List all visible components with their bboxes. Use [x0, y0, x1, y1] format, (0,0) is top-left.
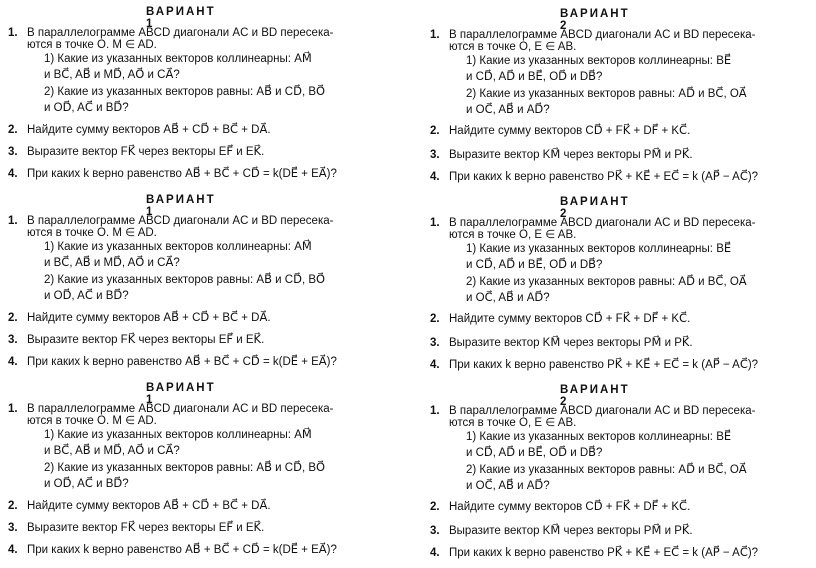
q2-number: 2.	[8, 124, 18, 136]
q1-number: 1.	[430, 217, 440, 229]
q2-text: Найдите сумму векторов AB⃗ + CD⃗ + BC⃗ + DA⃗.	[27, 124, 271, 136]
q4-text: При каких k верно равенство PK⃗ + KE⃗ + EC⃗ = k (AP⃗ − AC⃗)?	[449, 171, 759, 183]
q1-number: 1.	[8, 27, 18, 39]
q3-number: 3.	[430, 337, 440, 349]
q1-text-line1: В параллелограмме ABCD диагонали AC и BD пересека-	[449, 405, 756, 417]
q2-number: 2.	[430, 501, 440, 513]
q2-number: 2.	[8, 312, 18, 324]
q1-sub1-line1: 1) Какие из указанных векторов коллинеарны: AM⃗	[44, 241, 312, 253]
q4-number: 4.	[8, 544, 18, 556]
q1-sub2-line1: 2) Какие из указанных векторов равны: AD⃗ и BC⃗, OA⃗	[466, 88, 747, 100]
q3-text: Выразите вектор KM⃗ через векторы PM⃗ и PK⃗.	[449, 149, 693, 161]
q3-text: Выразите вектор KM⃗ через векторы PM⃗ и PK⃗.	[449, 337, 693, 349]
q1-text-line2: ются в точке O. M ∈ AD.	[27, 39, 157, 51]
q1-sub1-line1: 1) Какие из указанных векторов коллинеарны: AM⃗	[44, 53, 312, 65]
q4-number: 4.	[8, 168, 18, 180]
q1-sub1-line1: 1) Какие из указанных векторов коллинеарны: BE⃗	[466, 431, 732, 443]
q1-sub1-line2: и BC⃗, AB⃗ и MD⃗, AO⃗ и CA⃗?	[44, 69, 180, 81]
q1-sub2-line2: и OC⃗, AB⃗ и AD⃗?	[466, 480, 550, 492]
q1-number: 1.	[8, 403, 18, 415]
q1-sub2-line2: и OC⃗, AB⃗ и AD⃗?	[466, 104, 550, 116]
q1-sub1-line1: 1) Какие из указанных векторов коллинеарны: BE⃗	[466, 243, 732, 255]
q3-text: Выразите вектор FK⃗ через векторы EF⃗ и EK⃗.	[27, 522, 265, 534]
q1-number: 1.	[8, 215, 18, 227]
q2-text: Найдите сумму векторов AB⃗ + CD⃗ + BC⃗ + DA⃗.	[27, 312, 271, 324]
q3-text: Выразите вектор FK⃗ через векторы EF⃗ и EK⃗.	[27, 146, 265, 158]
q2-number: 2.	[8, 500, 18, 512]
q1-sub2-line1: 2) Какие из указанных векторов равны: AD⃗ и BC⃗, OA⃗	[466, 464, 747, 476]
q3-number: 3.	[430, 149, 440, 161]
q1-sub1-line2: и CD⃗, AD⃗ и BE⃗, OD⃗ и DB⃗?	[466, 71, 603, 83]
q4-text: При каких k верно равенство PK⃗ + KE⃗ + EC⃗ = k (AP⃗ − AC⃗)?	[449, 359, 759, 371]
q3-number: 3.	[430, 525, 440, 537]
q4-number: 4.	[430, 547, 440, 559]
q1-sub1-line2: и BC⃗, AB⃗ и MD⃗, AO⃗ и CA⃗?	[44, 445, 180, 457]
q1-sub2-line2: и OD⃗, AC⃗ и BD⃗?	[44, 290, 129, 302]
q1-text-line1: В параллелограмме ABCD диагонали AC и BD пересека-	[27, 215, 334, 227]
variant1-title: ВАРИАНТ 1	[146, 382, 216, 406]
q1-sub2-line2: и OD⃗, AC⃗ и BD⃗?	[44, 102, 129, 114]
q1-sub1-line1: 1) Какие из указанных векторов коллинеарны: BE⃗	[466, 55, 732, 67]
q1-sub1-line1: 1) Какие из указанных векторов коллинеарны: AM⃗	[44, 429, 312, 441]
q2-text: Найдите сумму векторов CD⃗ + FK⃗ + DF⃗ + KC⃗.	[449, 501, 691, 513]
q3-number: 3.	[8, 522, 18, 534]
q1-text-line1: В параллелограмме ABCD диагонали AC и BD пересека-	[27, 403, 334, 415]
q1-text-line1: В параллелограмме ABCD диагонали AC и BD пересека-	[449, 217, 756, 229]
variant2-title: ВАРИАНТ 2	[560, 384, 630, 408]
q1-sub2-line2: и OD⃗, AC⃗ и BD⃗?	[44, 478, 129, 490]
q1-text-line2: ются в точке O. M ∈ AD.	[27, 227, 157, 239]
q1-sub2-line2: и OC⃗, AB⃗ и AD⃗?	[466, 292, 550, 304]
q1-sub2-line1: 2) Какие из указанных векторов равны: AB⃗ и CD⃗, BO⃗	[44, 86, 326, 98]
q1-text-line1: В параллелограмме ABCD диагонали AC и BD пересека-	[27, 27, 334, 39]
variant2-title: ВАРИАНТ 2	[560, 8, 630, 32]
q4-number: 4.	[8, 356, 18, 368]
q1-text-line2: ются в точке O, E ∈ AB.	[449, 229, 577, 241]
q3-number: 3.	[8, 146, 18, 158]
q3-text: Выразите вектор FK⃗ через векторы EF⃗ и EK⃗.	[27, 334, 265, 346]
q3-text: Выразите вектор KM⃗ через векторы PM⃗ и PK⃗.	[449, 525, 693, 537]
q1-sub1-line2: и CD⃗, AD⃗ и BE⃗, OD⃗ и DB⃗?	[466, 259, 603, 271]
variant1-title: ВАРИАНТ 1	[146, 194, 216, 218]
q1-sub1-line2: и CD⃗, AD⃗ и BE⃗, OD⃗ и DB⃗?	[466, 447, 603, 459]
q2-text: Найдите сумму векторов CD⃗ + FK⃗ + DF⃗ + KC⃗.	[449, 125, 691, 137]
q1-number: 1.	[430, 29, 440, 41]
q4-number: 4.	[430, 359, 440, 371]
q1-number: 1.	[430, 405, 440, 417]
q4-text: При каких k верно равенство AB⃗ + BC⃗ + CD⃗ = k(DE⃗ + EA⃗)?	[27, 356, 337, 368]
q2-number: 2.	[430, 313, 440, 325]
q4-text: При каких k верно равенство AB⃗ + BC⃗ + CD⃗ = k(DE⃗ + EA⃗)?	[27, 544, 337, 556]
q2-text: Найдите сумму векторов CD⃗ + FK⃗ + DF⃗ + KC⃗.	[449, 313, 691, 325]
q1-text-line1: В параллелограмме ABCD диагонали AC и BD пересека-	[449, 29, 756, 41]
q1-sub1-line2: и BC⃗, AB⃗ и MD⃗, AO⃗ и CA⃗?	[44, 257, 180, 269]
q1-sub2-line1: 2) Какие из указанных векторов равны: AB⃗ и CD⃗, BO⃗	[44, 274, 326, 286]
q3-number: 3.	[8, 334, 18, 346]
q1-text-line2: ются в точке O, E ∈ AB.	[449, 41, 577, 53]
q2-text: Найдите сумму векторов AB⃗ + CD⃗ + BC⃗ + DA⃗.	[27, 500, 271, 512]
q1-text-line2: ются в точке O, E ∈ AB.	[449, 417, 577, 429]
q4-number: 4.	[430, 171, 440, 183]
q4-text: При каких k верно равенство AB⃗ + BC⃗ + CD⃗ = k(DE⃗ + EA⃗)?	[27, 168, 337, 180]
variant1-title: ВАРИАНТ 1	[146, 6, 216, 30]
q1-text-line2: ются в точке O. M ∈ AD.	[27, 415, 157, 427]
q1-sub2-line1: 2) Какие из указанных векторов равны: AB⃗ и CD⃗, BO⃗	[44, 462, 326, 474]
q1-sub2-line1: 2) Какие из указанных векторов равны: AD⃗ и BC⃗, OA⃗	[466, 276, 747, 288]
variant2-title: ВАРИАНТ 2	[560, 196, 630, 220]
q2-number: 2.	[430, 125, 440, 137]
q4-text: При каких k верно равенство PK⃗ + KE⃗ + EC⃗ = k (AP⃗ − AC⃗)?	[449, 547, 759, 559]
